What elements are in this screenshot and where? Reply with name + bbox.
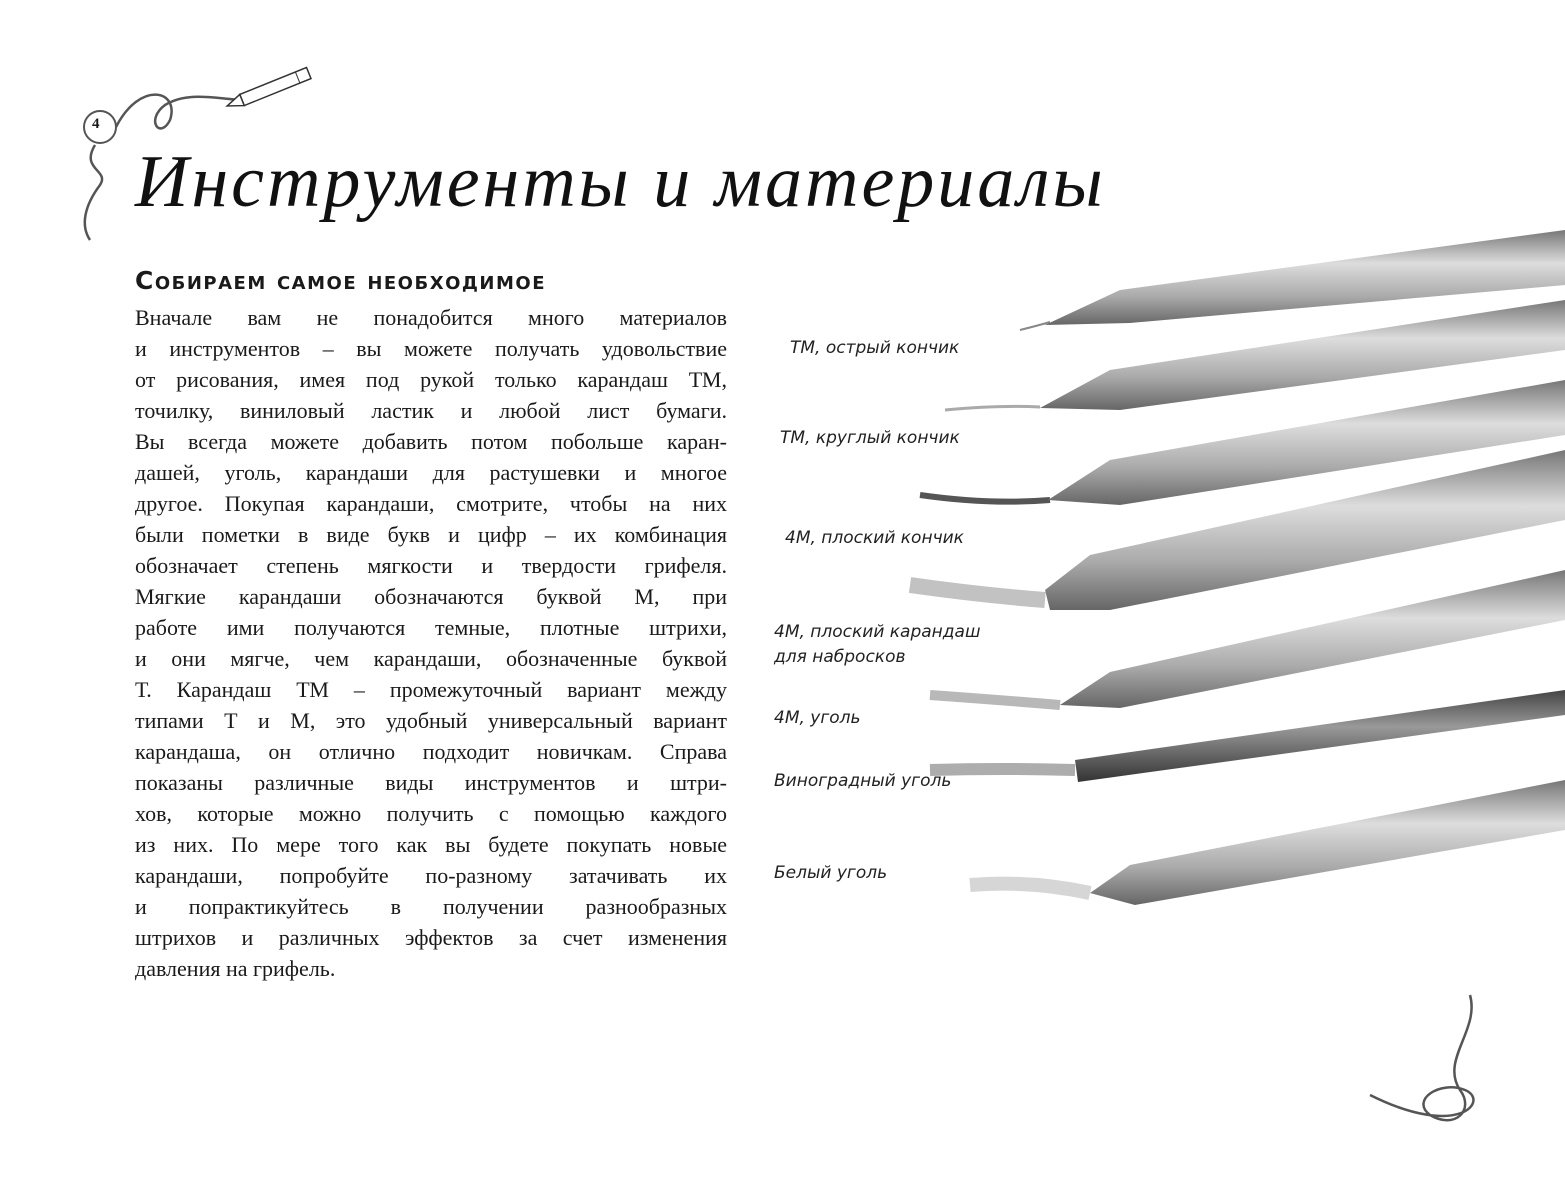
label-vine-charcoal: Виноградный уголь (774, 771, 952, 791)
label-tm-sharp: ТМ, острый кончик (790, 338, 960, 358)
body-line: типами Т и М, это удобный универсальный вариант (135, 708, 727, 733)
body-line: штрихов и различных эффектов за счет изменения (135, 925, 727, 950)
section-heading: Собираем самое необходимое (135, 266, 546, 295)
body-line: работе ими получаются темные, плотные штрихи, (135, 615, 727, 640)
body-line: дашей, уголь, карандаши для растушевки и многое (135, 460, 727, 485)
pencil-icon (225, 67, 311, 111)
body-line: карандаша, он отлично подходит новичкам. Справа (135, 739, 727, 764)
body-line: хов, которые можно получить с помощью каждого (135, 801, 727, 826)
body-line: Т. Карандаш ТМ – промежуточный вариант между (135, 677, 727, 702)
body-line: Вначале вам не понадобится много материалов (135, 305, 727, 330)
body-line: Вы всегда можете добавить потом побольше каран- (135, 429, 727, 454)
body-line: показаны различные виды инструментов и штри- (135, 770, 727, 795)
body-line: Мягкие карандаши обозначаются буквой М, при (135, 584, 727, 609)
page-title: Инструменты и материалы (135, 141, 1106, 223)
body-line: и попрактикуйтесь в получении разнообразных (135, 894, 727, 919)
body-line: карандаши, попробуйте по-разному затачивать их (135, 863, 727, 888)
pencil-tm-round (945, 300, 1565, 410)
body-line: давления на грифель. (135, 956, 336, 981)
body-line: от рисования, имея под рукой только карандаш ТМ, (135, 367, 727, 392)
body-line: из них. По мере того как вы будете покупать новые (135, 832, 727, 857)
page-number: 4 (92, 116, 100, 132)
label-4m-sketch-2: для набросков (774, 647, 906, 667)
label-4m-flat: 4М, плоский кончик (785, 528, 964, 548)
body-line: точилку, виниловый ластик и любой лист бумаги. (135, 398, 727, 423)
body-line: другое. Покупая карандаши, смотрите, чтобы на них (135, 491, 727, 516)
label-white-charcoal: Белый уголь (774, 863, 888, 883)
body-line: обозначает степень мягкости и твердости грифеля. (135, 553, 727, 578)
white-charcoal (970, 780, 1565, 905)
body-text (135, 302, 727, 984)
body-line: и инструментов – вы можете получать удовольствие (135, 336, 727, 361)
flourish-ornament-bottom (1370, 995, 1473, 1120)
label-4m-sketch: 4М, плоский карандаш (774, 622, 981, 642)
body-line: были пометки в виде букв и цифр – их комбинация (135, 522, 727, 547)
label-tm-round: ТМ, круглый кончик (780, 428, 960, 448)
body-line: и они мягче, чем карандаши, обозначенные буквой (135, 646, 727, 671)
label-4m-charcoal: 4М, уголь (774, 708, 861, 728)
